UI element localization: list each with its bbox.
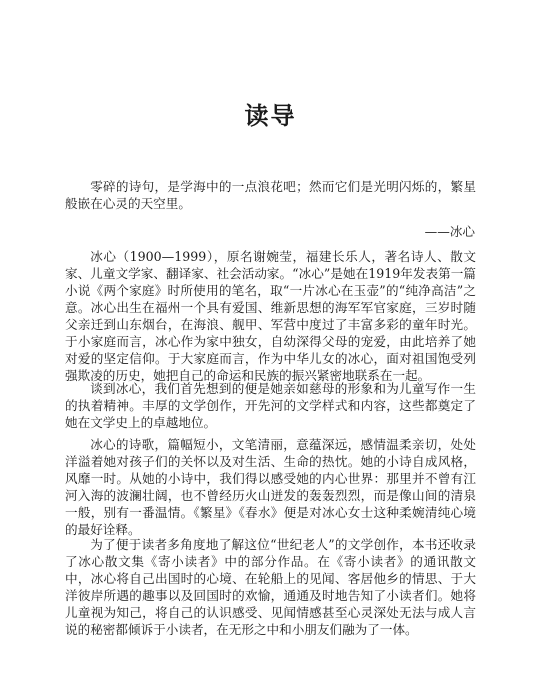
influence-paragraph: 谈到冰心，我们首先想到的便是她亲如慈母的形象和为儿童写作一生的执着精神。丰厚的文学创作，开先河的文学样式和内容，这些都奠定了她在文学史上的卓越地位。 <box>65 381 476 430</box>
epigraph-paragraph: 零碎的诗句，是学海中的一点浪花吧；然而它们是光明闪烁的，繁星般嵌在心灵的天空里。 <box>65 179 476 211</box>
book-intro-paragraph: 为了便于读者多角度地了解这位“世纪老人”的文学创作，本书还收录了冰心散文集《寄小读者》中的部分作品。在《寄小读者》的通讯散文中，冰心将自己出国时的心境、在轮船上的见闻、客居他乡的情思、于大洋彼岸所遇的趣事以及回国时的欢愉，通通及时地告知了小读者们。她将儿童视为知己，将自己的认识感受、见闻情感甚至心灵深处无法与成人言说的秘密都倾诉于小读者，在无形之中和小朋友们融为了一体。 <box>65 537 476 637</box>
epigraph-attribution: ——冰心 <box>424 224 475 239</box>
poetry-paragraph: 冰心的诗歌，篇幅短小，文笔清丽，意蕴深远，感情温柔亲切，处处洋溢着她对孩子们的关怀以及对生活、生命的热忱。她的小诗自成风格，风靡一时。从她的小诗中，我们得以感受她的内心世界：那里并不曾有江河入海的波澜壮阔，也不曾经历火山迸发的轰轰烈烈，而是像山间的清泉一般，别有一番温情。《繁星》《春水》便是对冰心女士这种柔婉清纯心境的最好诠释。 <box>65 437 476 537</box>
biography-paragraph: 冰心（1900—1999），原名谢婉莹，福建长乐人，著名诗人、散文家、儿童文学家、翻译家、社会活动家。“冰心”是她在1919年发表第一篇小说《两个家庭》时所使用的笔名，取“一片冰心在玉壶”的“纯净高洁”之意。冰心出生在福州一个具有爱国、维新思想的海军军官家庭，三岁时随父亲迁到山东烟台，在海浪、舰甲、军营中度过了丰富多彩的童年时光。于小家庭而言，冰心作为家中独女，自幼深得父母的宠爱，由此培养了她对爱的坚定信仰。于大家庭而言，作为中华儿女的冰心，面对祖国饱受列强欺凌的历史，她把自己的命运和民族的振兴紧密地联系在一起。 <box>65 249 476 383</box>
page-title: 读导 <box>244 101 297 130</box>
